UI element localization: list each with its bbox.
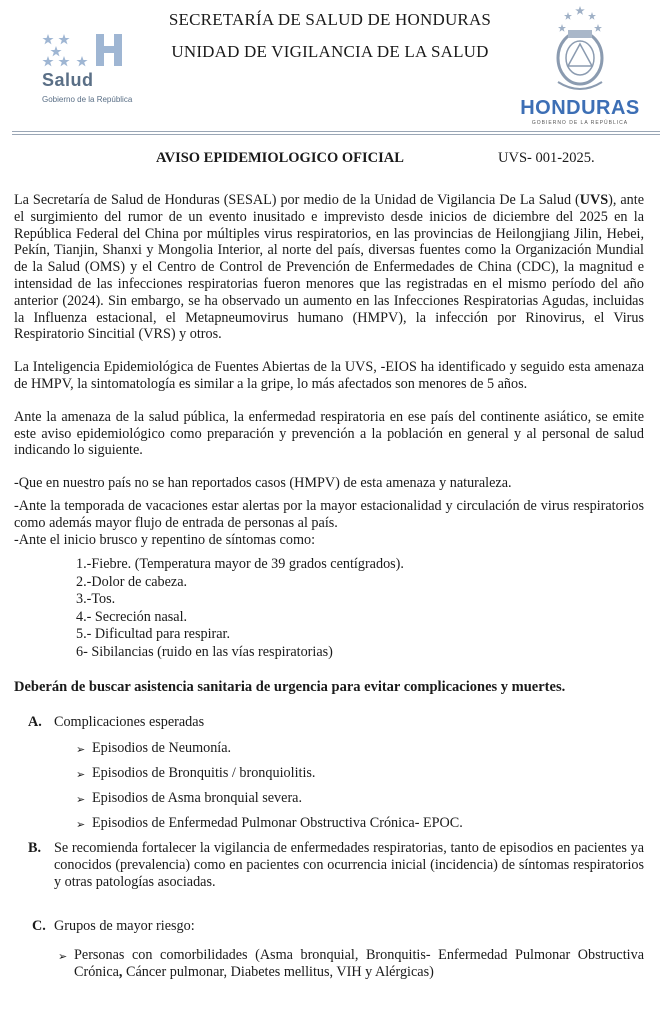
list-item: 2.-Dolor de cabeza.: [76, 573, 188, 590]
list-item: ➢ Episodios de Bronquitis / bronquiolitis.: [76, 764, 316, 781]
list-item: ➢ Episodios de Asma bronquial severa.: [76, 789, 303, 806]
list-item: 6- Sibilancias (ruido en las vías respiratorias): [76, 643, 333, 660]
section-a-heading: Complicaciones esperadas: [54, 714, 205, 731]
list-item: 1.-Fiebre. (Temperatura mayor de 39 grados centígrados).: [76, 556, 404, 573]
section-c-heading: Grupos de mayor riesgo:: [54, 918, 195, 935]
coat-of-arms-icon: [548, 4, 612, 96]
urgent-care-heading: Deberán de buscar asistencia sanitaria de urgencia para evitar complicaciones y muertes.: [14, 679, 566, 696]
notice-code: UVS- 001-2025.: [498, 150, 595, 166]
section-c-letter: C.: [32, 918, 46, 935]
salud-logo-word: Salud: [42, 70, 94, 90]
uvs-bold: UVS: [579, 192, 609, 208]
directive-symptoms: -Ante el inicio brusco y repentino de síntomas como:: [14, 531, 316, 548]
section-b: [28, 840, 644, 890]
arrow-bullet-icon: ➢: [76, 767, 86, 781]
symptom-list: [76, 556, 644, 661]
honduras-logo: [510, 4, 650, 126]
salud-logo-subtitle: Gobierno de la República: [42, 95, 133, 104]
arrow-bullet-icon: ➢: [76, 742, 86, 756]
list-item: ➢ Personas con comorbilidades (Asma bronquial, Bronquitis- Enfermedad Pulmonar Obstructiva Crónica, Cáncer pulmonar, Diabetes mellitus, VIH y Alérgicas): [58, 947, 644, 981]
section-c: [32, 918, 644, 935]
list-item: 3.-Tos.: [76, 591, 116, 608]
paragraph-eios: La Inteligencia Epidemiológica de Fuentes Abiertas de la UVS, -EIOS ha identificado y seguido esta amenaza de HMPV, la sintomatología es similar a la gripe, lo más afectados son menores de 5 años.: [14, 359, 644, 392]
honduras-logo-subtitle: GOBIERNO DE LA REPÚBLICA: [531, 120, 629, 126]
list-item: ➢ Episodios de Enfermedad Pulmonar Obstructiva Crónica- EPOC.: [76, 814, 463, 831]
paragraph-threat: Ante la amenaza de la salud pública, la enfermedad respiratoria en ese país del continente asiático, se emite este aviso epidemiológico como preparación y prevención a la población en general y al personal de salud indicando lo siguiente.: [14, 408, 644, 459]
list-item: ➢ Episodios de Neumonía.: [76, 739, 232, 756]
notice-title: AVISO EPIDEMIOLOGICO OFICIAL: [156, 150, 404, 166]
header-title-line2: UNIDAD DE VIGILANCIA DE LA SALUD: [171, 42, 489, 61]
honduras-logo-word: HONDURAS: [520, 97, 640, 119]
paragraph-intro-part1: La Secretaría de Salud de Honduras (SESAL) por medio de la Unidad de Vigilancia De La Salud (: [14, 192, 580, 208]
list-item: 5.- Dificultad para respirar.: [76, 626, 231, 643]
header-divider: [12, 131, 660, 132]
section-b-text: Se recomienda fortalecer la vigilancia de enfermedades respiratorias, tanto de episodios en pacientes ya conocidos (prevalencia) como en pacientes con ocurrencia inicial (incidencia) de síntomas respiratorios y otras patologías asociadas.: [54, 839, 644, 890]
section-b-letter: B.: [28, 839, 42, 856]
letterhead: [0, 0, 660, 132]
risk-groups-list: [58, 947, 644, 981]
header-title-line1: SECRETARÍA DE SALUD DE HONDURAS: [168, 10, 492, 29]
section-a-letter: A.: [28, 714, 42, 731]
complications-list: [76, 740, 644, 833]
section-a: [28, 714, 644, 731]
arrow-bullet-icon: ➢: [76, 792, 86, 806]
header-divider: [12, 134, 660, 135]
list-item: 4.- Secreción nasal.: [76, 608, 188, 625]
directive-no-cases: -Que en nuestro país no se han reportados casos (HMPV) de esta amenaza y naturaleza.: [14, 475, 512, 492]
directive-vacations: -Ante la temporada de vacaciones estar alertas por la mayor estacionalidad y circulación de virus respiratorios como además mayor flujo de entrada de personas al país.: [14, 497, 644, 531]
paragraph-intro: [14, 192, 644, 343]
arrow-bullet-icon: ➢: [76, 817, 86, 831]
arrow-bullet-icon: ➢: [58, 950, 68, 964]
document-body: [14, 192, 644, 981]
paragraph-intro-part2: ), ante el surgimiento del rumor de un evento inusitado e imprevisto desde inicios de diciembre del 2025 en la República Federal del China por múltiples virus respiratorios, en las provincias de Heilongjiang Jilin, Hebei, Pekín, Tianjin, Shanxi y Mongolia Interior, al norte del país, diversas fuentes como la Organización Mundial de la Salud (OMS) y el Centro de Control de Prevención de Enfermedades de China (CDC), la magnitud e intensidad de las infecciones respiratorias fueron menores que las registradas en el mismo período del año anterior (2024). Sin embargo, se ha observado un aumento en las Infecciones Respiratorias Agudas, incluidas la Influenza estacional, el Metapneumovirus humano (HMPV), la infección por Rinovirus, el Virus Respiratorio Sincitial (VRS) y otros.: [14, 192, 645, 343]
